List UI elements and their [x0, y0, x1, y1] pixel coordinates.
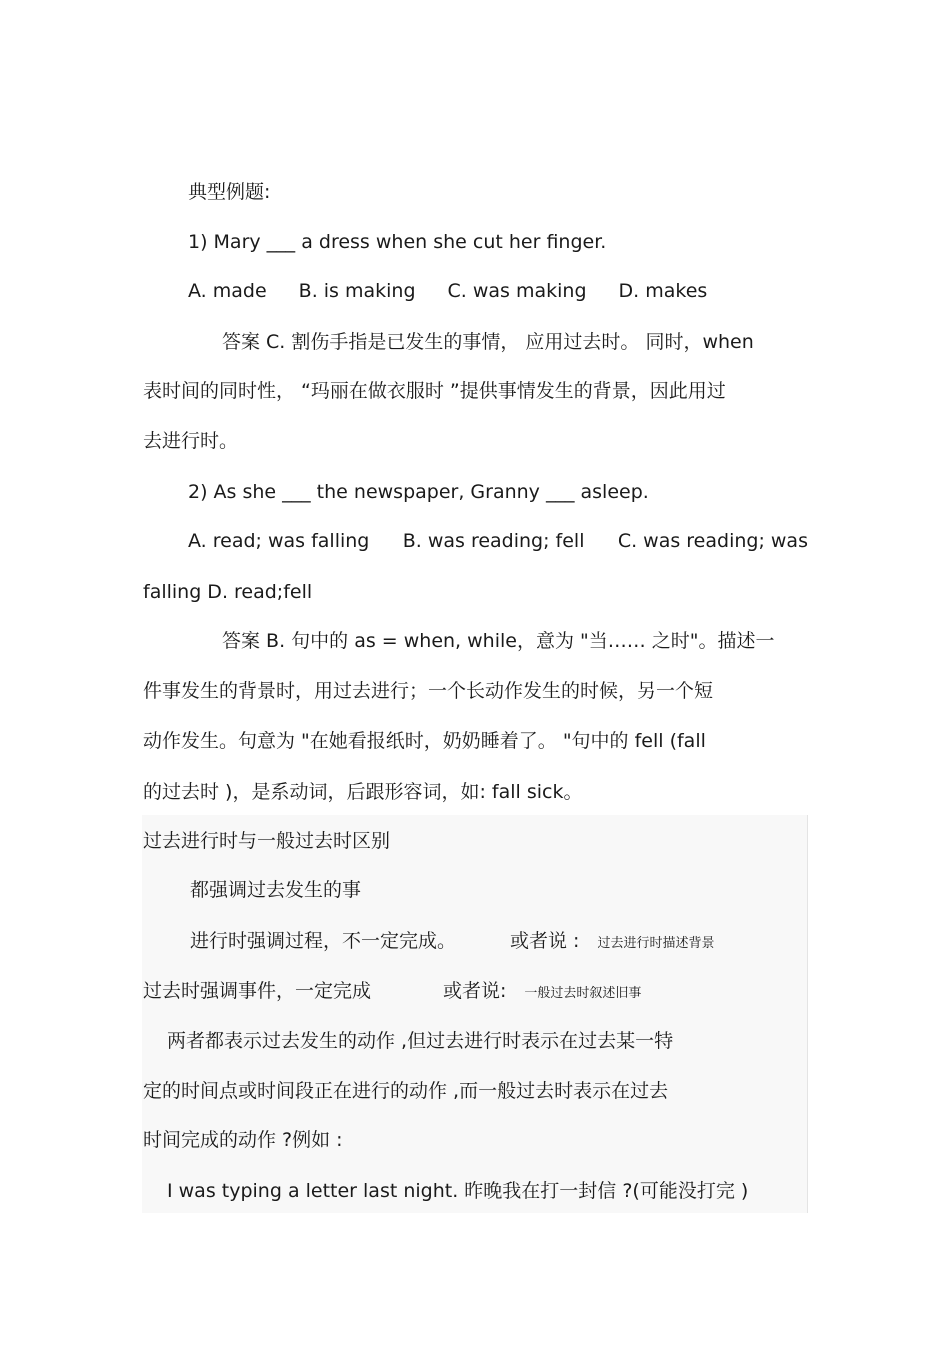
answer-1-line-2: 表时间的同时性， “玛丽在做衣服时 ”提供事情发生的背景，因此用过 — [143, 380, 726, 402]
point-2-main: 进行时强调过程，不一定完成。 — [190, 930, 457, 952]
point-2-small: 过去进行时描述背景 — [597, 936, 715, 951]
option-a: A. read; was falling — [188, 530, 370, 552]
option-a: A. made — [188, 280, 267, 302]
answer-1-line-3: 去进行时。 — [143, 430, 239, 452]
section-heading: 典型例题: — [188, 181, 271, 203]
point-3-main: 过去时强调事件，一定完成 — [143, 980, 372, 1002]
question-2-options — [188, 527, 808, 555]
option-c: C. was reading; was — [617, 530, 808, 552]
question-1-options — [188, 277, 707, 305]
point-3-small: 一般过去时叙述旧事 — [524, 986, 642, 1001]
answer-2-line-3: 动作发生。句意为 "在她看报纸时，奶奶睡着了。 "句中的 fell (fall — [143, 730, 706, 752]
answer-1-line-1: 答案 C. 割伤手指是已发生的事情， 应用过去时。 同时，when — [222, 331, 754, 353]
example-sentence: I was typing a letter last night. 昨晚我在打一封信 ?(可能没打完 ) — [167, 1180, 749, 1202]
option-d: D. makes — [618, 280, 708, 302]
paragraph-line-2: 定的时间点或时间段正在进行的动作 ,而一般过去时表示在过去 — [143, 1080, 669, 1102]
point-2-or: 或者说 : — [510, 930, 580, 952]
option-b: B. is making — [298, 280, 416, 302]
section-title: 过去进行时与一般过去时区别 — [143, 830, 391, 852]
paragraph-line-3: 时间完成的动作 ?例如 : — [143, 1129, 343, 1151]
point-3-or: 或者说: — [443, 980, 507, 1002]
question-2-options-continued: falling D. read;fell — [143, 581, 313, 603]
question-2: 2) As she ___ the newspaper, Granny ___ asleep. — [188, 481, 649, 503]
answer-2-line-1: 答案 B. 句中的 as = when, while，意为 "当…… 之时"。描述一 — [222, 630, 775, 652]
paragraph-line-1: 两者都表示过去发生的动作 ,但过去进行时表示在过去某一特 — [167, 1030, 674, 1052]
option-b: B. was reading; fell — [402, 530, 585, 552]
question-1: 1) Mary ___ a dress when she cut her finger. — [188, 231, 607, 253]
option-c: C. was making — [447, 280, 587, 302]
answer-2-line-4: 的过去时 )，是系动词，后跟形容词，如: fall sick。 — [143, 781, 583, 803]
point-2 — [190, 927, 714, 958]
point-3 — [143, 977, 641, 1008]
point-1: 都强调过去发生的事 — [190, 879, 362, 901]
answer-2-line-2: 件事发生的背景时，用过去进行；一个长动作发生的时候，另一个短 — [143, 680, 714, 702]
